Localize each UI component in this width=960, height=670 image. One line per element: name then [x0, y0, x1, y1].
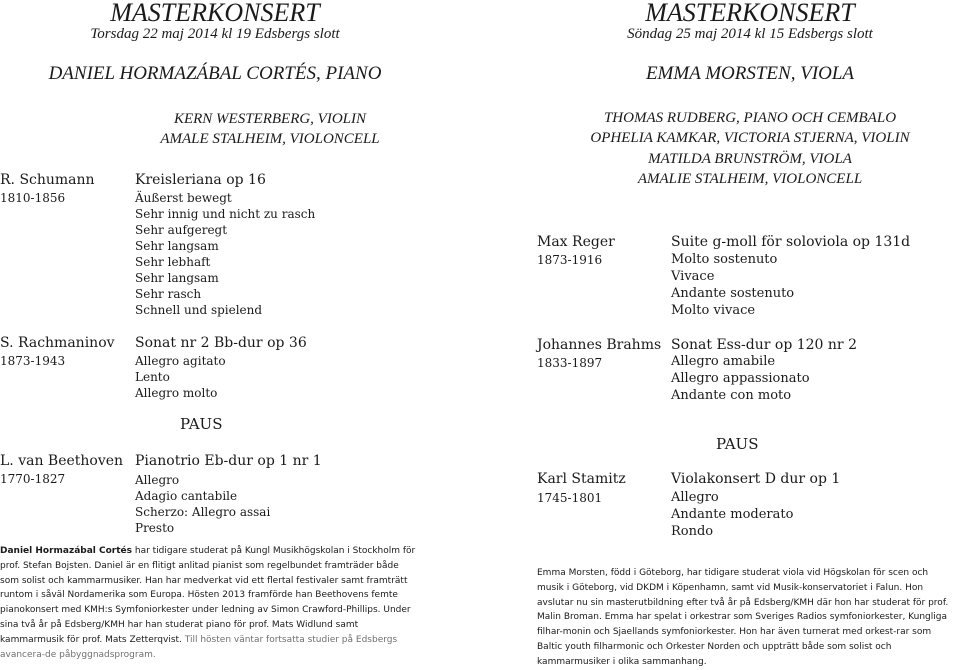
left-work-1-years: 1810-1856 [0, 191, 66, 205]
movement: Andante moderato [671, 507, 794, 522]
movement: Rondo [671, 524, 714, 539]
left-bio-name: Daniel Hormazábal Cortés [0, 546, 132, 556]
movement: Scherzo: Allegro assai [135, 505, 271, 519]
movement: Andante sostenuto [671, 286, 795, 301]
right-work-3-composer: Karl Stamitz [537, 471, 626, 487]
left-work-1-composer: R. Schumann [0, 172, 95, 188]
left-work-2-years: 1873-1943 [0, 354, 66, 368]
right-performer: MATILDA BRUNSTRÖM, VIOLA [648, 151, 852, 167]
movement: Presto [135, 521, 175, 535]
right-work-2-title: Sonat Ess-dur op 120 nr 2 [671, 337, 857, 353]
movement: Allegro [135, 473, 180, 487]
left-work-3-years: 1770-1827 [0, 472, 66, 486]
left-work-2-title: Sonat nr 2 Bb-dur op 36 [135, 335, 307, 351]
movement: Allegro molto [135, 386, 218, 400]
movement: Allegro appassionato [671, 371, 810, 386]
right-work-2-composer: Johannes Brahms [537, 337, 662, 353]
left-bio-faded-text: Till hösten väntar fortsatta studier på Edsbergs avancera-de påbyggnadsprogram. [0, 634, 398, 660]
right-bio: Emma Morsten, född i Göteborg, har tidigare studerat viola vid Högskolan för scen och musik i Göteborg, vid DKDM i Köpenhamn, samt vid Musik-konservatoriet i Falun. Hon avslutar nu sin masterutbildning efter två år på Edsberg/KMH där hon har studerat för prof. Malin Broman. Emma har spelat i orkestrar som Sveriges Radios symfoniorkester, Kungliga filhar-monin och Sjaellands symfoniorkester. Hon har även turnerat med orkest-rar som Baltic youth filharmonic och Orkester Norden och uppträtt både som solist och kammarmusiker i olika sammanhang. [537, 568, 949, 667]
right-pause: PAUS [716, 435, 759, 453]
right-soloist: EMMA MORSTEN, VIOLA [645, 63, 855, 84]
left-bio [0, 544, 420, 662]
right-performer: THOMAS RUDBERG, PIANO OCH CEMBALO [603, 110, 897, 126]
right-work-2-years: 1833-1897 [537, 356, 603, 370]
movement: Vivace [671, 269, 715, 284]
movement: Molto sostenuto [671, 252, 778, 267]
movement: Äußerst bewegt [135, 191, 232, 205]
movement: Sehr lebhaft [135, 255, 211, 269]
left-work-3-title: Pianotrio Eb-dur op 1 nr 1 [135, 453, 322, 469]
left-concert-title: MASTERKONSERT [110, 0, 320, 27]
left-soloist: DANIEL HORMAZÁBAL CORTÉS, PIANO [48, 63, 382, 84]
left-work-3-composer: L. van Beethoven [0, 453, 124, 469]
movement: Molto vivace [671, 303, 756, 318]
right-performer: OPHELIA KAMKAR, VICTORIA STJERNA, VIOLIN [590, 130, 910, 146]
movement: Sehr langsam [135, 271, 219, 285]
movement: Sehr innig und nicht zu rasch [135, 207, 316, 221]
left-work-2-composer: S. Rachmaninov [0, 335, 115, 351]
right-performer: AMALIE STALHEIM, VIOLONCELL [637, 171, 863, 187]
movement: Adagio cantabile [135, 489, 238, 503]
movement: Allegro amabile [671, 354, 776, 369]
right-work-1-title: Suite g-moll för soloviola op 131d [671, 234, 911, 250]
left-work-1-title: Kreisleriana op 16 [135, 172, 266, 188]
right-work-3-years: 1745-1801 [537, 491, 603, 505]
right-concert-date: Söndag 25 maj 2014 kl 15 Edsbergs slott [627, 26, 873, 42]
left-pause: PAUS [180, 415, 223, 433]
left-concert-date: Torsdag 22 maj 2014 kl 19 Edsbergs slott [90, 26, 340, 42]
left-performer: AMALE STALHEIM, VIOLONCELL [160, 131, 380, 147]
right-concert-title: MASTERKONSERT [645, 0, 855, 27]
left-performer: KERN WESTERBERG, VIOLIN [173, 111, 367, 127]
movement: Allegro [671, 490, 719, 505]
movement: Lento [135, 370, 170, 384]
movement: Schnell und spielend [135, 303, 263, 317]
movement: Andante con moto [671, 388, 792, 403]
right-work-3-title: Violakonsert D dur op 1 [671, 471, 841, 487]
left-bio-text: har tidigare studerat på Kungl Musikhögskolan i Stockholm för prof. Stefan Bojsten. Daniel är en flitigt anlitad pianist som regelbundet framträder både som solist och kammarmusiker. Han har medverkat vid ett flertal festivaler samt framträtt runtom i såväl Nordamerika som Europa. Hösten 2013 framförde han Beethovens femte pianokonsert med KMH:s Symfoniorkester under ledning av Simon Crawford-Phillips. Under sina två år på Edsberg/KMH har han studerat piano för prof. Mats Widlund samt kammarmusik för prof. Mats Zetterqvist. [0, 546, 416, 645]
movement: Allegro agitato [135, 354, 226, 368]
right-work-1-years: 1873-1916 [537, 253, 603, 267]
movement: Sehr aufgeregt [135, 223, 228, 237]
movement: Sehr rasch [135, 287, 202, 301]
movement: Sehr langsam [135, 239, 219, 253]
right-work-1-composer: Max Reger [537, 234, 615, 250]
